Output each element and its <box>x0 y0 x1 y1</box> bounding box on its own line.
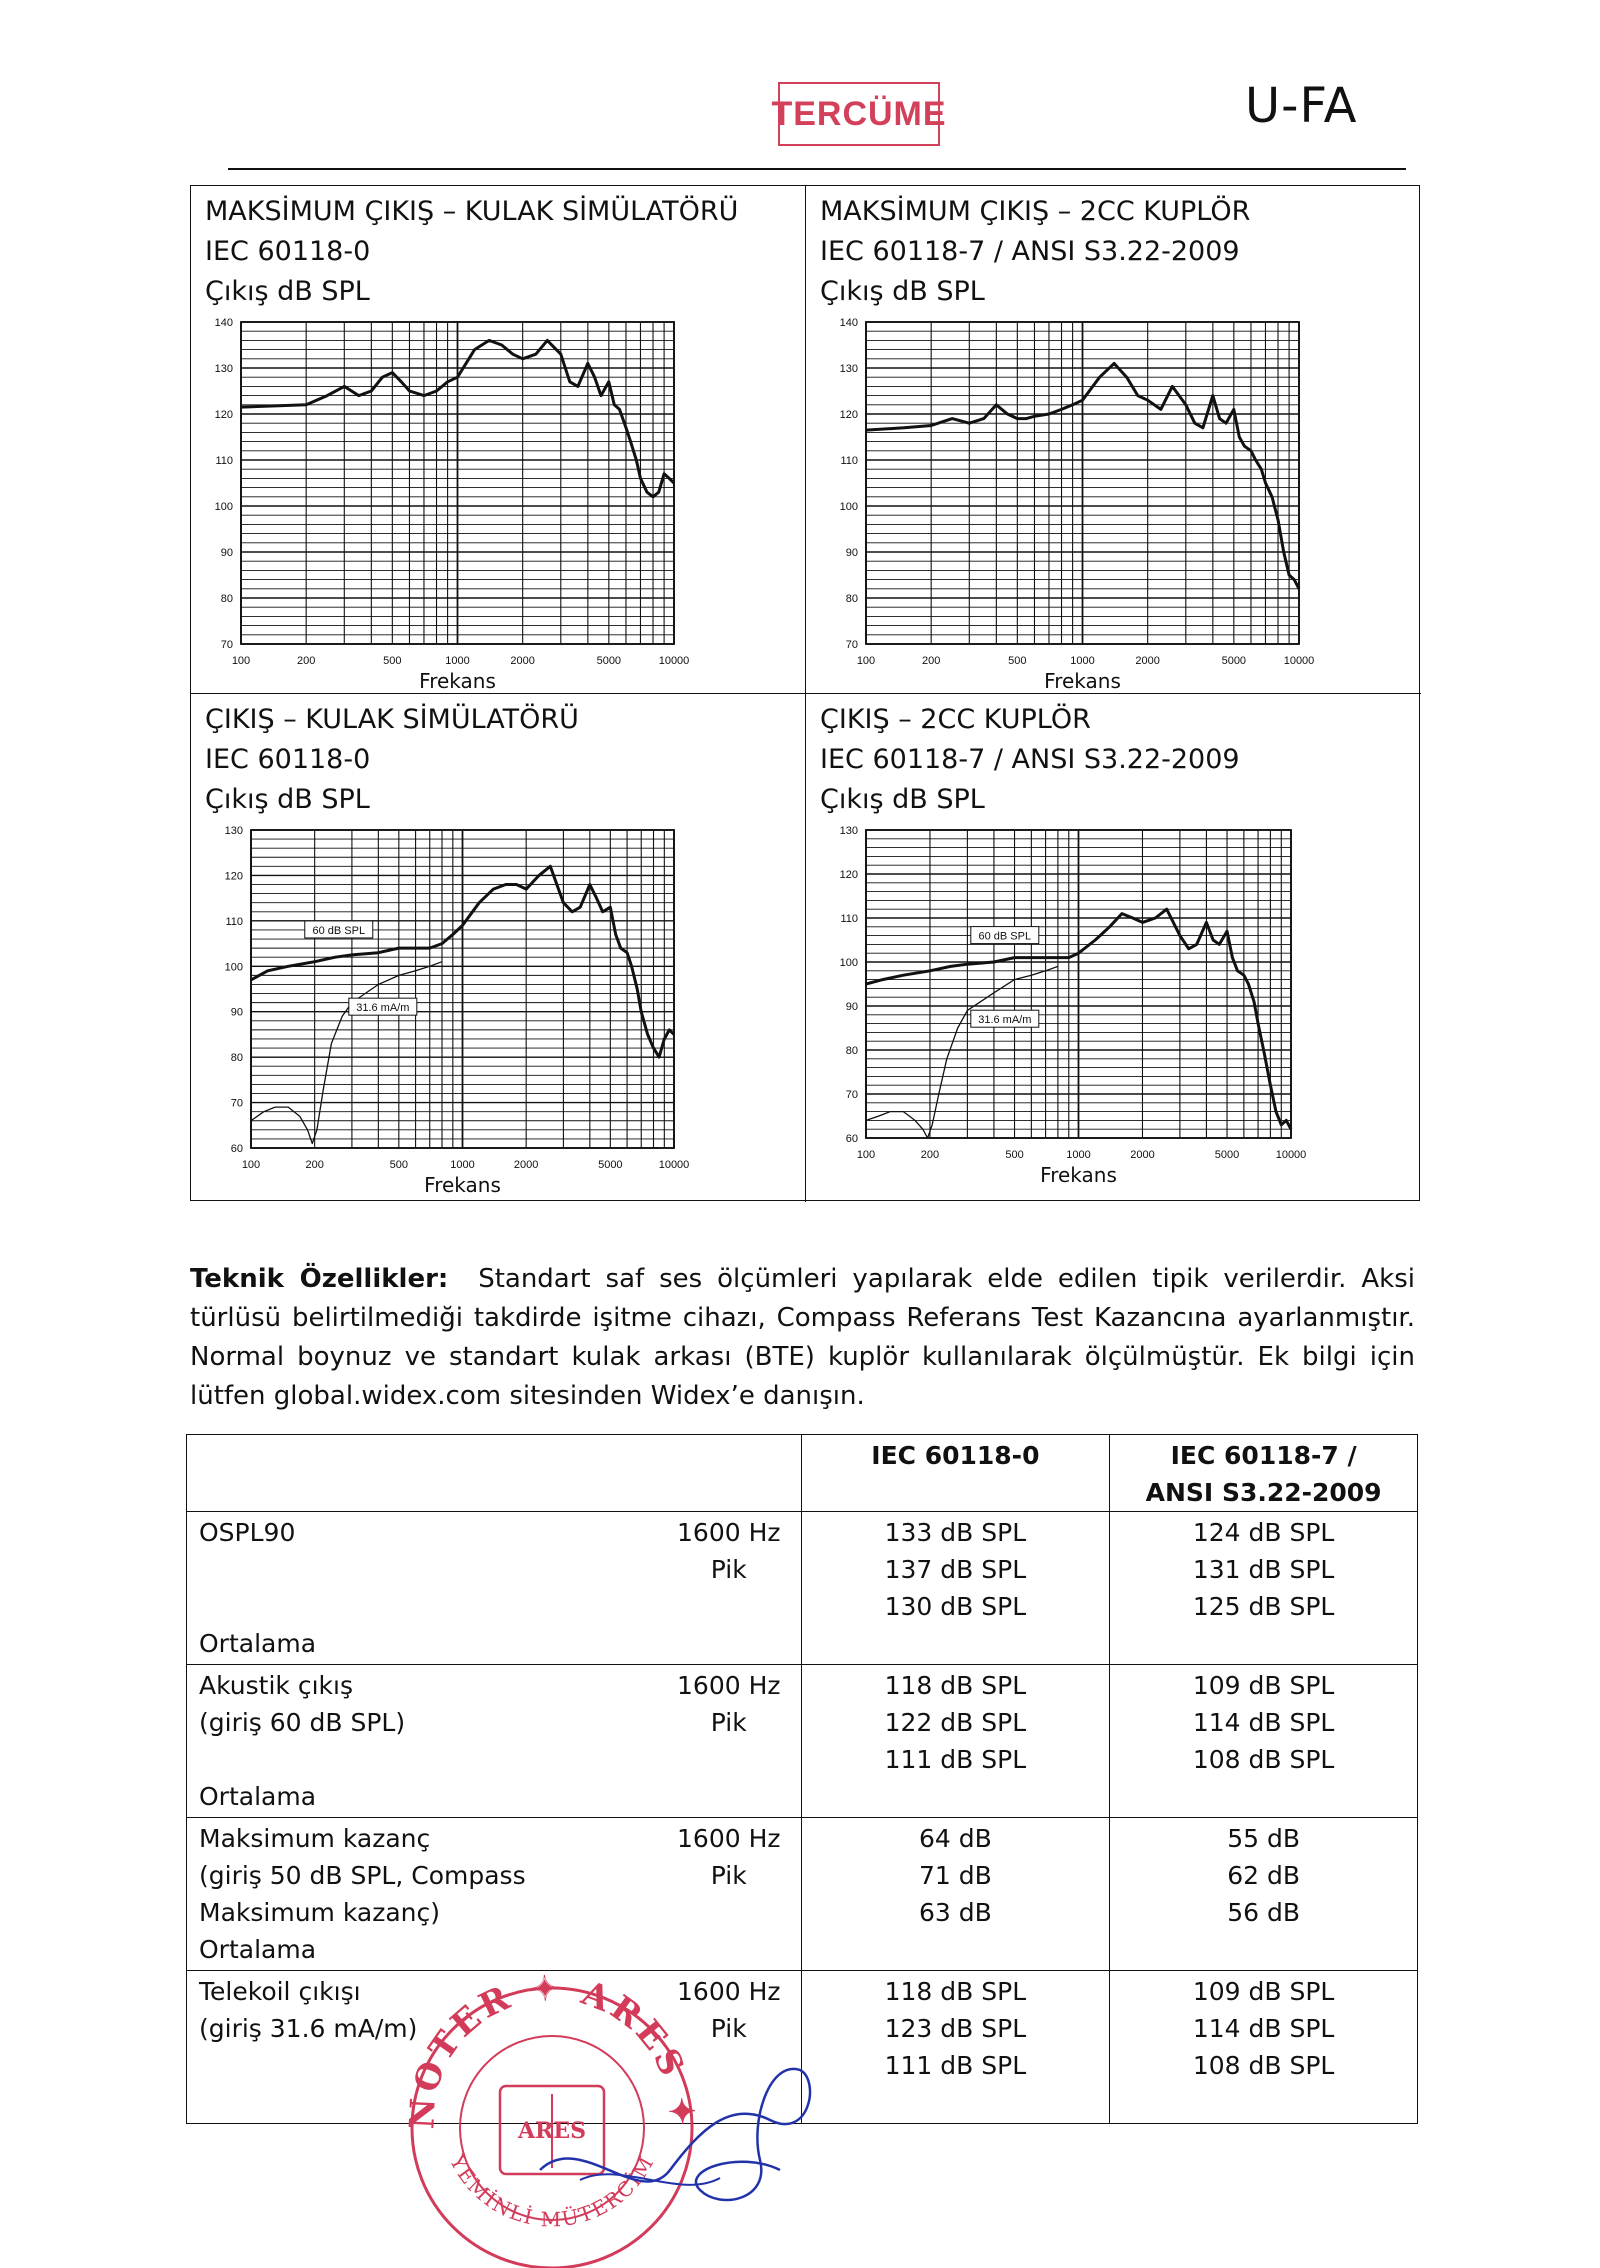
chart-max-output-2cc-coupler <box>806 186 1421 694</box>
row-label-line: Ortalama <box>199 1782 317 1811</box>
value-cell-iec7 <box>1110 1512 1418 1665</box>
row-frequency-label: Pik <box>710 1861 747 1890</box>
y-tick-label: 60 <box>845 1133 858 1145</box>
y-tick-label: 90 <box>845 547 858 559</box>
value-line: 55 dB <box>1227 1824 1301 1853</box>
series-line-telecoil <box>251 962 442 1144</box>
x-axis-label: Frekans <box>1040 1163 1117 1187</box>
x-tick-label: 2000 <box>1135 655 1160 667</box>
row-frequency-label: 1600 Hz <box>677 1518 781 1547</box>
value-line: 122 dB SPL <box>884 1708 1027 1737</box>
y-tick-label: 70 <box>845 639 858 651</box>
row-label-line: Ortalama <box>199 1629 317 1658</box>
x-tick-label: 100 <box>241 1159 261 1171</box>
value-line: 131 dB SPL <box>1192 1555 1335 1584</box>
row-label-line <box>199 1741 405 1778</box>
series-annotation-label: 60 dB SPL <box>312 924 366 937</box>
value-line: 111 dB SPL <box>884 1745 1027 1774</box>
x-tick-label: 200 <box>921 655 941 667</box>
x-tick-label: 1000 <box>1066 1149 1091 1161</box>
y-tick-label: 120 <box>224 870 243 883</box>
table-header-blank <box>187 1435 802 1512</box>
value-line: 130 dB SPL <box>884 1592 1027 1621</box>
y-tick-label: 60 <box>230 1143 243 1155</box>
series-annotation-label: 31.6 mA/m <box>978 1014 1032 1027</box>
chart-unit-line: Çıkış dB SPL <box>205 276 370 307</box>
series-annotation-label: 60 dB SPL <box>978 930 1032 943</box>
value-cell-iec0 <box>801 1665 1110 1818</box>
seal-bottom-text: YEMİNLİ MÜTERCİM <box>445 2150 660 2232</box>
technical-specs-paragraph: Teknik Özellikler: Standart saf ses ölçümleri yapılarak elde edilen tipik verilerdir. Aksi türlüsü belirtilmediği takdirde işitme cihazı, Compass Referans Test Kazancına ayarlanmıştır. Normal boynuz ve standart kulak arkası (BTE) kuplör kullanılarak ölçülmüştür. Ek bilgi için lütfen global.widex.com sitesinden Widex’e danışın. <box>190 1264 1415 1411</box>
chart-cell-output-2cc-coupler <box>806 694 1421 1202</box>
x-tick-label: 2000 <box>510 655 535 667</box>
x-tick-label: 1000 <box>1070 655 1095 667</box>
chart-grid <box>251 830 674 1148</box>
y-tick-label: 70 <box>220 639 233 651</box>
row-label-cell <box>187 1665 802 1818</box>
row-frequency-label: Pik <box>710 1555 747 1584</box>
x-tick-label: 5000 <box>1214 1149 1240 1161</box>
row-frequency-label: 1600 Hz <box>677 1977 781 2006</box>
row-label-line: Akustik çıkış <box>199 1671 353 1700</box>
y-tick-label: 120 <box>839 409 858 421</box>
translation-stamp: TERCÜME <box>778 82 940 146</box>
chart-grid <box>241 322 674 644</box>
x-tick-label: 100 <box>231 655 251 667</box>
x-tick-label: 100 <box>856 1149 876 1161</box>
x-tick-label: 10000 <box>1283 655 1315 667</box>
y-tick-label: 110 <box>225 915 243 928</box>
table-header-iec60118-7 <box>1110 1435 1418 1512</box>
row-label-line: Maksimum kazanç) <box>199 1898 440 1927</box>
y-tick-label: 110 <box>840 455 858 467</box>
seal-book-text: ARES <box>517 2118 587 2144</box>
row-frequency-label: 1600 Hz <box>677 1671 781 1700</box>
table-header-iec60118-0: IEC 60118-0 <box>801 1435 1110 1512</box>
row-frequency-label: Pik <box>710 1708 747 1737</box>
y-tick-label: 80 <box>220 593 233 605</box>
row-frequency-label: 1600 Hz <box>677 1824 781 1853</box>
chart-cell-output-ear-simulator <box>191 694 806 1202</box>
chart-unit-line: Çıkış dB SPL <box>820 276 985 307</box>
x-tick-label: 10000 <box>658 655 690 667</box>
chart-grid <box>866 830 1291 1138</box>
value-line: 118 dB SPL <box>884 1671 1027 1700</box>
y-tick-label: 100 <box>839 957 858 969</box>
row-label-line <box>199 1588 316 1625</box>
chart-standard-line: IEC 60118-0 <box>205 744 371 775</box>
row-label-cell <box>187 1512 802 1665</box>
chart-output-2cc-coupler <box>806 694 1421 1202</box>
chart-max-output-ear-simulator <box>191 186 806 694</box>
x-tick-label: 10000 <box>658 1159 690 1171</box>
row-label-line: Ortalama <box>199 1935 317 1964</box>
y-tick-label: 120 <box>839 869 858 881</box>
value-line: 118 dB SPL <box>884 1977 1027 2006</box>
value-line: 137 dB SPL <box>884 1555 1027 1584</box>
x-tick-label: 5000 <box>1221 655 1247 667</box>
value-line: 124 dB SPL <box>1192 1518 1335 1547</box>
y-tick-label: 90 <box>230 1006 243 1019</box>
value-line: 125 dB SPL <box>1192 1592 1335 1621</box>
y-tick-label: 70 <box>845 1089 858 1101</box>
brand-logo: U-FA <box>1245 78 1358 134</box>
value-line: 71 dB <box>918 1861 992 1890</box>
y-tick-label: 140 <box>839 317 858 329</box>
chart-standard-line: IEC 60118-7 / ANSI S3.22-2009 <box>820 236 1240 267</box>
x-tick-label: 200 <box>305 1159 324 1171</box>
x-tick-label: 200 <box>296 655 316 667</box>
row-label-line <box>199 2047 417 2084</box>
y-tick-label: 130 <box>839 825 858 837</box>
x-tick-label: 1000 <box>445 655 470 667</box>
row-label-line <box>199 1551 316 1588</box>
chart-output-ear-simulator <box>191 694 806 1202</box>
x-tick-label: 2000 <box>1130 1149 1155 1161</box>
row-label-cell <box>187 1818 802 1971</box>
value-line: 114 dB SPL <box>1192 1708 1335 1737</box>
x-tick-label: 100 <box>856 655 876 667</box>
y-tick-label: 100 <box>224 961 243 974</box>
x-tick-label: 500 <box>1008 655 1027 667</box>
value-line: 133 dB SPL <box>884 1518 1027 1547</box>
chart-title-line: ÇIKIŞ – KULAK SİMÜLATÖRÜ <box>205 704 579 735</box>
y-tick-label: 130 <box>839 363 858 375</box>
table-header-line: ANSI S3.22-2009 <box>1145 1478 1382 1507</box>
x-tick-label: 500 <box>383 655 402 667</box>
technical-specs-label: Teknik Özellikler <box>190 1264 438 1294</box>
x-tick-label: 1000 <box>450 1159 475 1171</box>
chart-cell-max-output-ear-simulator <box>191 186 806 694</box>
chart-unit-line: Çıkış dB SPL <box>205 784 370 815</box>
value-line: 64 dB <box>918 1824 992 1853</box>
chart-grid <box>866 322 1299 644</box>
chart-title-line: MAKSİMUM ÇIKIŞ – KULAK SİMÜLATÖRÜ <box>205 196 739 227</box>
value-line: 111 dB SPL <box>884 2051 1027 2080</box>
x-tick-label: 200 <box>920 1149 940 1161</box>
y-tick-label: 90 <box>845 1001 858 1013</box>
chart-standard-line: IEC 60118-0 <box>205 236 371 267</box>
value-line: 109 dB SPL <box>1192 1671 1335 1700</box>
value-line: 108 dB SPL <box>1192 2051 1335 2080</box>
y-tick-label: 130 <box>224 825 243 837</box>
x-tick-label: 500 <box>389 1159 409 1171</box>
value-line: 123 dB SPL <box>884 2014 1027 2043</box>
chart-unit-line: Çıkış dB SPL <box>820 784 985 815</box>
x-tick-label: 5000 <box>598 1159 623 1171</box>
x-tick-label: 2000 <box>513 1159 539 1171</box>
chart-title-line: ÇIKIŞ – 2CC KUPLÖR <box>820 704 1091 735</box>
value-line: 109 dB SPL <box>1192 1977 1335 2006</box>
value-cell-iec0 <box>801 1818 1110 1971</box>
value-cell-iec7 <box>1110 1665 1418 1818</box>
chart-cell-max-output-2cc-coupler <box>806 186 1421 694</box>
value-line: 63 dB <box>918 1898 992 1927</box>
seal-top-text: NOTER ✦ ARES ✦ <box>402 1968 702 2131</box>
y-tick-label: 70 <box>230 1097 243 1110</box>
y-tick-label: 100 <box>839 501 858 513</box>
row-label-line <box>199 2084 417 2121</box>
y-tick-label: 120 <box>214 409 233 421</box>
chart-title-line: MAKSİMUM ÇIKIŞ – 2CC KUPLÖR <box>820 196 1251 227</box>
series-annotation-label: 31.6 mA/m <box>356 1002 410 1015</box>
x-axis-label: Frekans <box>419 669 496 693</box>
charts-grid <box>190 185 1420 1201</box>
row-frequency-label: Pik <box>710 2014 747 2043</box>
value-cell-iec0 <box>801 1512 1110 1665</box>
y-tick-label: 80 <box>845 1045 858 1057</box>
table-header-line: IEC 60118-7 / <box>1170 1441 1357 1470</box>
spec-table <box>186 1434 1418 2080</box>
row-label-line: Telekoil çıkışı <box>199 1977 361 2006</box>
signature <box>520 2060 840 2220</box>
value-line: 108 dB SPL <box>1192 1745 1335 1774</box>
table-row <box>187 1512 1418 1665</box>
x-tick-label: 500 <box>1005 1149 1024 1161</box>
y-tick-label: 110 <box>215 455 233 467</box>
value-line: 114 dB SPL <box>1192 2014 1335 2043</box>
x-tick-label: 10000 <box>1275 1149 1307 1161</box>
x-axis-label: Frekans <box>1044 669 1121 693</box>
y-tick-label: 80 <box>230 1052 243 1065</box>
value-cell-iec7 <box>1110 1971 1418 2124</box>
y-tick-label: 90 <box>220 547 233 559</box>
y-tick-label: 130 <box>214 363 233 375</box>
table-row <box>187 1818 1418 1971</box>
y-tick-label: 110 <box>840 913 858 925</box>
y-tick-label: 100 <box>214 501 233 513</box>
row-label-line: (giriş 60 dB SPL) <box>199 1708 406 1737</box>
row-label-line: OSPL90 <box>199 1518 296 1547</box>
row-label-line: (giriş 31.6 mA/m) <box>199 2014 418 2043</box>
value-line: 62 dB <box>1227 1861 1301 1890</box>
chart-standard-line: IEC 60118-7 / ANSI S3.22-2009 <box>820 744 1240 775</box>
value-cell-iec7 <box>1110 1818 1418 1971</box>
x-axis-label: Frekans <box>424 1173 501 1197</box>
row-label-line: (giriş 50 dB SPL, Compass <box>199 1861 526 1890</box>
value-cell-iec0 <box>801 1971 1110 2124</box>
value-line: 56 dB <box>1227 1898 1301 1927</box>
header-rule <box>228 168 1406 170</box>
row-label-line: Maksimum kazanç <box>199 1824 431 1853</box>
series-line-telecoil <box>866 966 1058 1138</box>
table-header-row <box>187 1435 1418 1512</box>
x-tick-label: 5000 <box>596 655 622 667</box>
y-tick-label: 80 <box>845 593 858 605</box>
technical-specs-text: Standart saf ses ölçümleri yapılarak elde edilen tipik verilerdir. Aksi türlüsü belirtilmediği takdirde işitme cihazı, Compass Referans Test Kazancına ayarlanmıştır. Normal boynuz ve standart kulak arkası (BTE) kuplör kullanılarak ölçülmüştür. Ek bilgi için lütfen global.widex.com sitesinden Widex’e danışın. <box>190 1264 1415 1411</box>
table-row <box>187 1665 1418 1818</box>
y-tick-label: 140 <box>214 317 233 329</box>
